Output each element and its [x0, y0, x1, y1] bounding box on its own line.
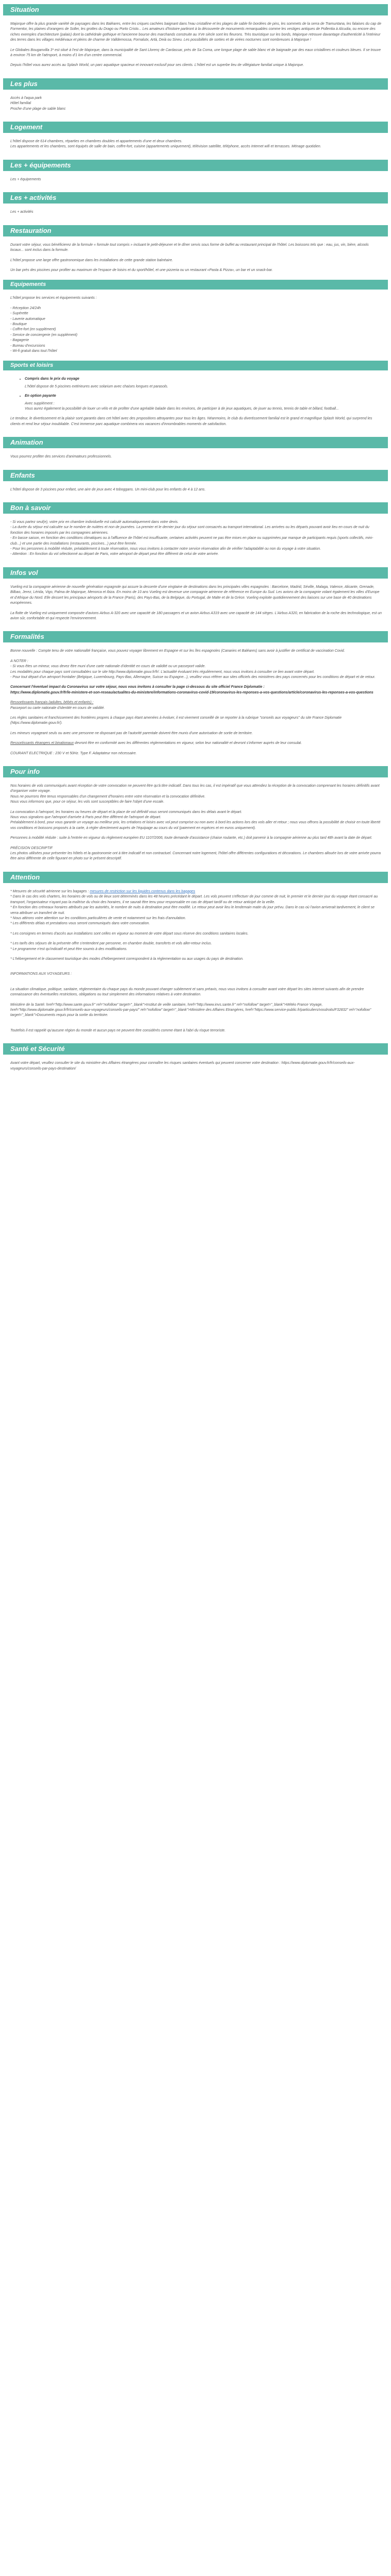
section-header-activites-plus: Les + activités	[3, 192, 388, 204]
sports-content	[3, 377, 388, 427]
restauration-paragraph-3: Un bar près des piscines pour profiter au maximum de l'espace de loisirs et du sport/hôtel, et une pizzeria ou un restaurant «Pasta & Pizza», un bar et un snack-bar.	[10, 268, 273, 272]
situation-content	[3, 22, 388, 69]
sante-content	[3, 1061, 388, 1072]
equipements-content	[3, 296, 388, 354]
section-header-formalites: Formalités	[3, 631, 388, 642]
section-header-attention: Attention	[3, 872, 388, 883]
bon-savoir-paragraph-1: - Si vous partez seul(e), votre prix en chambre individuelle est calculé automatiquement dans votre devis. - La durée du séjour est calculée sur le nombre de nuitées et non de journées. La premier et le dernier jour du séjour sont consacrés au transport international. Les arrivées ou les départs pouvant avoir lieu en cours de nuit du fonction des horaires imposés par les compagnies aériennes. - En basse saison, en fonction des conditions climatiques ou à l'affluence de l'hôtel est insuffisante, certaines activités peuvent ne pas être mises en place ou supprimées par manque de participants requis (sports collectifs, mini-club...) et une partie des installations (restaurants, piscines...) peut être fermée. - Pour les personnes à mobilité réduite, préalablement à toute réservation, nous vous invitons à contacter notre service réservation afin de vérifier l'adaptabilité ou non du voyage à votre situation. - Attention : En fonction du vol sélectionné au départ de Paris, votre aéroport de départ peut être différent de celui de votre arrivée.	[10, 520, 373, 556]
plus-content	[3, 96, 388, 112]
formalites-covid	[10, 685, 383, 696]
attention-useful-links[interactable]: Ministère de la Santé: href="http://www.sante.gouv.fr" rel="nofollow" target="_blank">Institut de veille sanitaire, href="http://www.invs.sante.fr" rel="nofollow" target="_blank">Météo France Voyage, href="http://www.diplomatie.gouv.fr/fr/conseils-aux-voyageurs/conseils-par-pays/" rel="nofollow" target="_blank">Ministère des Affaires Etrangères, href="https://www.service-public.fr/particuliers/vosdroits/F32832" rel="nofollow" target="_blank">Documents requis pour la sortie du territoire.	[10, 1003, 371, 1018]
section-header-enfants: Enfants	[3, 470, 388, 481]
activites-plus-content	[3, 210, 388, 215]
section-header-bon-savoir: Bon à savoir	[3, 502, 388, 514]
situation-paragraph-3: Depuis l'hôtel vous aurez accès au Splash World, un parc aquatique spacieux et innovant exclusif pour ses clients. L'hôtel est un superbe lieu de villégiature familial unique à Majorque.	[10, 63, 304, 67]
infos-vol-paragraph-2: La flotte de Vueling est uniquement composée d'avions Airbus A-320 avec une capacité de 180 passagers et un avion Airbus A319 avec une capacité de 144 sièges. L'Airbus A320, en fabrication de la roche des technologique, est un avion sûr, confortable et qui respecte l'environnement.	[10, 611, 382, 620]
formalites-paragraph-5: Les règles sanitaires et franchissement des frontières propres à chaque pays étant amenées à évoluer, il est vivement conseillé de se reporter à la rubrique "conseils aux voyageurs" du site France Diplomatie (https://www.diplomatie.gouv.fr/).	[10, 716, 342, 725]
attention-p1-rest: * Dans le cas des vols charters, les horaires de vols ou de lieux sont déterminés dans les 48 heures précédant le départ. Les vols peuvent s'effectuer de jour comme de nuit, le premier et le dernier jour du voyage étant consacré au transport, l'organisateur n'ayant pas la maîtrise du choix des horaires, il ne saurait être tenu pour responsable en cas de départ tardif ou de retour anticipé de la veille. * En fonction des créneaux horaires attribués par les autorités, le nombre de nuits à destination peut être modifié. Le retour peut avoir lieu le lendemain matin du jour prévu. Dans le cas où l'avion arriverait tardivement, le client se verra attribuer un transfert de nuit. * Nous attirons votre attention sur les conditions particulières de vente et notamment sur les frais d'annulation. * Les différents délais et prestations vous seront communiqués dans votre convocation.	[10, 895, 378, 926]
sports-item-included-text: L'hôtel dispose de 5 piscines extérieures avec solarium avec chaises longues et parasols.	[25, 384, 168, 388]
restauration-content	[3, 243, 388, 274]
sports-list	[10, 377, 383, 412]
attention-content	[3, 889, 388, 1033]
enfants-paragraph-1: L'hôtel dispose de 3 piscines pour enfant, une aire de jeux avec 4 toboggans. Un mini-club pour les enfants de 4 à 12 ans.	[10, 487, 206, 492]
attention-paragraph-8: Toutefois il est rappelé qu'aucune région du monde et aucun pays ne peuvent être considérés comme étant à l'abri du risque terroriste.	[10, 1028, 226, 1032]
formalites-covid-heading: Concernant l'éventuel impact du Coronavirus sur votre séjour, nous vous invitons à consulter la page ci-dessous du site officiel France Diplomatie :	[10, 685, 265, 689]
equipements-plus-content	[3, 177, 388, 182]
pour-info-descriptif-text: Les photos utilisées pour présenter les hôtels et la gastronomie ont à titre indicatif et non contractuel. Concernant notre logement, l'hôtel offre différentes configurations et décorations. Le chambres allouée lors de votre arrivée pourra être ainsi différente de celle figurant en photo sur le présent descriptif.	[10, 852, 381, 861]
formalites-foreign-nationals-heading: Ressortissants étrangers et binationaux	[10, 741, 74, 745]
equipements-intro: L'hôtel propose les services et équipements suivants :	[10, 296, 97, 300]
equipements-list: - Réception 24/24h - Supérette - Laverie automatique - Boutique - Coffre-fort (en supplément) - Service de conciergerie (en supplément) - Bagagerie - Bureau d'excursions - Wi-fi gratuit dans tout l'hôtel	[10, 306, 77, 353]
section-header-sports: Sports et loisirs	[3, 361, 388, 370]
formalites-french-nationals	[10, 700, 383, 711]
activites-plus-text: Les + activités	[10, 210, 34, 214]
pour-info-paragraph-1: Nos horaires de vols communiqués avant réception de votre convocation ne peuvent être qu'à titre indicatif. Dans tous les cas, il est impératif que vous attendiez la réception de la convocation comprenant les horaires définitifs avant d'organiser votre voyage. Nous ne pourrons être tenus responsables d'un changement d'horaires entre votre réservation et la convocation définitive. Nous vous informons que, pour ce séjour, les vols sont susceptibles de faire l'objet d'une escale.	[10, 784, 380, 804]
section-header-plus: Les plus	[3, 78, 388, 90]
sports-item-paid-text: Avec supplément : Vous aurez également la possibilité de louer un vélo et de profiter d'une agréable balade dans les environs, de participer à de jeux aquatiques, de jouer au tennis, tennis de table et billard, football...	[25, 401, 339, 411]
sports-item-paid-title: En option payante	[25, 394, 56, 398]
restauration-paragraph-1: Durant votre séjour, vous bénéficierez de la formule « formule tout compris » incluant le petit-déjeuner et le dîner servis sous forme de buffet au restaurant principal de l'hôtel. Les boissons tels que : eau, jus, vin, bière, alcools locaux... sont inclus dans la formule.	[10, 243, 369, 252]
attention-paragraph-1	[10, 889, 383, 927]
sante-paragraph-1: Avant votre départ, veuillez consulter le site du ministère des Affaires étrangères pour connaître les risques sanitaires éventuels qui peuvent concerner votre destination : https://www.diplomatie.gouv.fr/fr/conseils-aux-voyageurs/conseils-par-pays-destination/	[10, 1061, 355, 1071]
section-header-pour-info: Pour info	[3, 766, 388, 777]
animation-paragraph-1: Vous pourrez profiter des services d'animateurs professionnels.	[10, 455, 112, 459]
formalites-content	[3, 649, 388, 756]
attention-paragraph-2: * Les consignes en termes d'accès aux installations sont celles en vigueur au moment de votre départ sous réserve des conditions sanitaires locales.	[10, 931, 249, 936]
formalites-french-nationals-text: Passeport ou carte nationale d'identité en cours de validité.	[10, 706, 105, 710]
logement-content	[3, 139, 388, 150]
sports-item-included-title: Compris dans le prix du voyage	[25, 377, 79, 381]
pour-info-descriptif-heading: PRÉCISION DESCRIPTIF	[10, 846, 53, 850]
section-header-infos-vol: Infos vol	[3, 567, 388, 579]
page	[0, 0, 391, 1072]
section-header-sante: Santé et Sécurité	[3, 1043, 388, 1055]
formalites-paragraph-1: Bonne nouvelle : Compte tenu de votre nationalité française, vous pouvez voyager librement en Espagne et sur les îles espagnoles (Canaries et Baléares) sans avoir à justifier de certificat de vaccination Covid.	[10, 649, 345, 653]
section-header-equipements: Equipements	[3, 280, 388, 290]
formalites-foreign-nationals	[10, 741, 383, 746]
section-header-equipements-plus: Les + équipements	[3, 160, 388, 171]
formalites-covid-link[interactable]: https://www.diplomatie.gouv.fr/fr/le-ministere-et-son-reseau/actualites-du-ministere/informations-coronavirus-covid-19/coronavirus-les-reponses-a-vos-questions/article/coronavirus-les-reponses-a-vos-questions	[10, 690, 373, 694]
section-header-animation: Animation	[3, 437, 388, 448]
infos-vol-content	[3, 585, 388, 621]
plus-lines: Accès à l'aqua park Hôtel familial Proche d'une plage de sable blanc	[10, 96, 66, 111]
formalites-french-nationals-heading: Ressortissants français (adultes, bébés et enfants) :	[10, 701, 94, 705]
attention-paragraph-4: * L'hébergement et le classement touristique des modes d'hébergement correspondent à la réglementation ou aux usages du pays de destination.	[10, 957, 244, 961]
pour-info-descriptif	[10, 846, 383, 862]
sports-item-included	[25, 377, 383, 389]
attention-paragraph-6: La situation climatique, politique, sanitaire, réglementaire du chaque pays du monde pouvant changer subitement et sans préavis, nous vous invitons à consulter avant votre départ les sites internet suivants afin de prendre connaissance des éventuelles restrictions, obligations ou tout simplement des informations relatives à votre destination.	[10, 987, 364, 997]
attention-p1-start: * Mesures de sécurité aérienne sur les bagages :	[10, 889, 90, 893]
equipements-plus-text: Les + équipements	[10, 177, 41, 181]
formalites-foreign-nationals-text: devront être en conformité avec les différentes réglementations en vigueur, selon leur nationalité et devront s'informer auprès de leur consulat.	[74, 741, 302, 745]
formalites-electric: COURANT ELECTRIQUE : 230 V et 50Hz. Type F. Adaptateur non nécessaire.	[10, 751, 137, 755]
formalites-paragraph-2: A NOTER : - Si vous êtes un mineur, vous devez être muni d'une carte nationale d'identité en cours de validité ou un passeport valide. Les modalités pour chaque pays sont consultables sur le site http://www.diplomatie.gouv.fr/fr/. L'actualité évoluant très régulièrement, nous vous invitons à consulter ce lien avant votre départ. - Pour tout départ d'un aéroport frontalier (Belgique, Luxembourg, Pays-Bas, Allemagne, Suisse ou Espagne...), veuillez vous référer aux sites officiels des ministères des pays concernés pour les conditions de départ et de retour.	[10, 659, 376, 679]
pour-info-paragraph-2: La convocation à l'aéroport, les horaires ou heures de départ et la place de vol définitif vous seront communiqués dans les délais avant le départ. Nous vous signalons que l'aéroport d'arrivée à Paris peut être différent de l'aéroport de départ. Préalablement à bord, pour vous garantir un voyage au meilleur prix, les créations et loisirs avec vol peut comprise ou non avec à bord les actions lors des vols aller et retour ; nous vous offrons la possibilité de choisir en toute liberté vos conditions et boissons proposés à la carte, à régler directement auprès de l'équipage au cours du vol (paiement en espèces et en euros uniquement).	[10, 810, 381, 830]
sports-animation-paragraph: Le tendeur, le divertissement et la plaisir sont garantis dans cet hôtel avec des propositions attrayantes pour tous les âges. Néanmoins, le club du divertissement familial est le grand et magnifique Splash World, qui surprend les clients et rend leur séjour inoubliable. C'est immense parc aquatique combinera vos vacances d'innombrables moments de satisfaction.	[10, 417, 372, 426]
pour-info-paragraph-3: Personnes à mobilité réduite : suite à l'entrée en vigueur du règlement européen EU 1107/2006, toute demande d'assistance (chaise roulante, etc.) doit parvenir à la compagnie aérienne au plus tard 48h avant la date de départ.	[10, 836, 372, 840]
sports-item-paid	[25, 394, 383, 412]
restauration-paragraph-2: L'hôtel propose une large offre gastronomique dans les installations de cette grande station balnéaire.	[10, 258, 173, 262]
situation-paragraph-1: Majorque offre la plus grande variété de paysages dans les Baléares, entre les criques cachées baignant dans l'eau cristalline et les plages de sable fin bordées de pins, les sommets de la serra de Tramuntana, les falaises du cap de Formentor, les plaines d'orangers de Soller, les grottes du Drago ou Porto Cristo... Les amateurs d'histoire partiront à la découverte de monuments remarquables comme les vestiges antiques de Pollentia à Alcudia, ou encore des riches exemples d'architecture (palais) dont la cathédrale gothique et l'ancienne bourse des marchands construite au XVe siècle sont les fleurons. Très touristique sur les bords, Majorque retrouve davantage d'authenticité à l'intérieur des terres dans les villages médiévaux et pleins de charme de Valldemossa, Fornalutx, Artà, Deià ou Sineu. Les possibilités de sorties et de virées nocturnes sont nombreuses à Majorque !	[10, 22, 382, 42]
section-header-situation: Situation	[3, 4, 388, 15]
bon-savoir-content	[3, 520, 388, 557]
formalites-paragraph-6: Les mineurs voyageant seuls ou avec une personne ne disposant pas de l'autorité parentale doivent être munis d'une autorisation de sortie de territoire.	[10, 731, 253, 735]
attention-paragraph-3: * Les tarifs des séjours de la présente offre s'entendent par personne, en chambre double, transferts et vols aller-retour inclus. * Le programme n'est qu'indicatif et peut être soumis à des modifications.	[10, 942, 212, 951]
section-header-logement: Logement	[3, 122, 388, 133]
attention-travelers-info: INFORMATIONS AUX VOYAGEURS :	[10, 972, 72, 976]
section-header-restauration: Restauration	[3, 225, 388, 236]
animation-content	[3, 454, 388, 460]
liquids-restriction-link[interactable]: mesures de restriction sur les liquides contenus dans les bagages	[90, 889, 196, 893]
logement-paragraph-1: L'hôtel dispose de 614 chambres, réparties en chambres doubles et appartements d'une et deux chambres. Les appartements et les chambres, sont équipés de salle de bain, coffre-fort, cuisine (appartements uniquement), télévision satellite, téléphone, accès Internet wifi et terrasses. Ménage quotidien.	[10, 140, 321, 149]
enfants-content	[3, 487, 388, 493]
infos-vol-paragraph-1: Vueling est la compagnie aérienne de nouvelle génération espagnole qui assure la desserte d'une vingtaine de destinations dans les principales villes espagnoles : Barcelone, Madrid, Séville, Malaga, Valence, Alicante, Grenade, Bilbao, Jerez, Lérida, Vigo, Palma de Majorque, Menorca et Ibiza. En moins de 10 ans Vueling est devenue une compagnie aérienne de référence en Europe du Sud. Les avions de la compagnie volant également les villes d'Europe et d'Afrique du Nord. Elle dessert les principaux aéroports de la France (Paris), des Pays-Bas, de la Belgique, du Portugal, de Malte et de la Grèce. Vueling exploite quotidiennement des liaisons sur une base de 40 destinations européennes.	[10, 585, 380, 605]
situation-paragraph-2: Le Globales Bouganvilla 3* est situé à l'est de Majorque, dans la municipalité de Sant Llorenç de Cardassar, près de Sa Coma, une longue plage de sable blanc et de baignade par des eaux cristallines et couleurs bleues. Il se trouve à environ 75 km de l'aéroport, à moins d'1 km d'un centre commercial.	[10, 48, 381, 58]
pour-info-content	[3, 784, 388, 862]
